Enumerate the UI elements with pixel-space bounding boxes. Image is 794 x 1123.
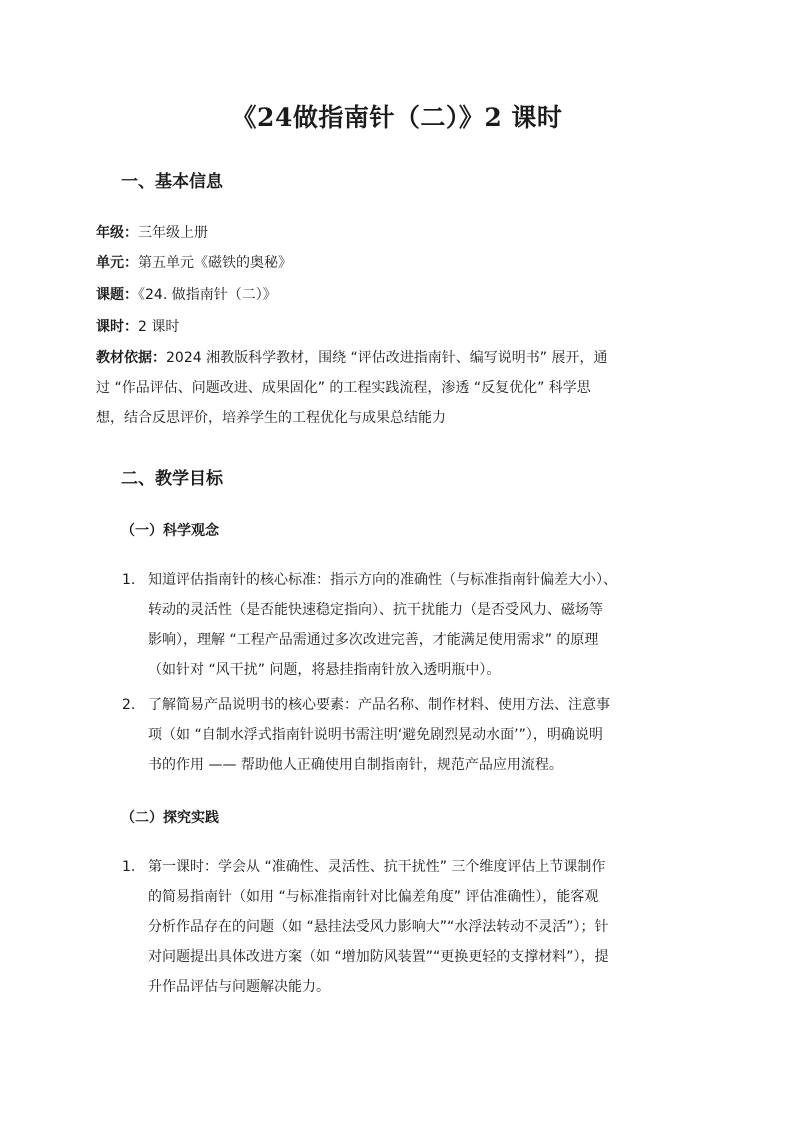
list-item-line: 转动的灵活性（是否能快速稳定指向）、抗干扰能力（是否受风力、磁场等: [148, 602, 603, 618]
hours-label: 课时：: [96, 319, 138, 335]
list-item-number: 2.: [122, 697, 136, 713]
list-item-line: 项（如 “自制水浮式指南针说明书需注明‘避免剧烈晃动水面’”），明确说明: [148, 727, 603, 743]
basis-line: 想，结合反思评价，培养学生的工程优化与成果总结能力: [96, 410, 446, 426]
unit-value: 第五单元《磁铁的奥秘》: [138, 255, 292, 271]
list-item-line: 的简易指南针（如用 “与标准指南针对比偏差角度” 评估准确性），能客观: [148, 889, 599, 905]
section-heading-basic-info: 一、基本信息: [121, 172, 223, 192]
list-item-text: [148, 852, 688, 1002]
basis-line: [96, 343, 686, 373]
textbook-basis-paragraph: [96, 343, 686, 433]
unit-line: [96, 253, 292, 273]
basis-label: 教材依据：: [96, 350, 166, 366]
document-title: 《24做指南针（二）》2 课时: [231, 103, 563, 132]
list-item-text: [148, 690, 688, 780]
topic-line: [96, 285, 277, 305]
hours-line: [96, 317, 179, 337]
list-item-line: 影响），理解 “工程产品需通过多次改进完善，才能满足使用需求” 的原理: [148, 632, 599, 648]
hours-value: 2 课时: [138, 319, 180, 335]
grade-line: [96, 223, 208, 243]
list-item-line: 升作品评估与问题解决能力。: [148, 979, 330, 995]
list-item-number: 1.: [122, 859, 136, 875]
topic-value: 《24. 做指南针（二）》: [138, 287, 277, 303]
basis-line: 过 “作品评估、问题改进、成果固化” 的工程实践流程，渗透 “反复优化” 科学思: [96, 380, 591, 396]
subsection-heading-inquiry-practice: （二）探究实践: [121, 810, 219, 826]
list-item-line: 对问题提出具体改进方案（如 “增加防风装置”“更换更轻的支撑材料”），提: [148, 949, 609, 965]
list-item-line: （如针对 “风干扰” 问题，将悬挂指南针放入透明瓶中）。: [148, 662, 501, 678]
list-item-number: 1.: [122, 572, 136, 588]
list-item-line: 书的作用 —— 帮助他人正确使用自制指南针，规范产品应用流程。: [148, 757, 563, 773]
basis-text: 2024 湘教版科学教材，围绕 “评估改进指南针、编写说明书” 展开，通: [166, 350, 608, 366]
unit-label: 单元：: [96, 255, 138, 271]
grade-label: 年级：: [96, 225, 138, 241]
grade-value: 三年级上册: [138, 225, 208, 241]
list-item-line: 了解简易产品说明书的核心要素：产品名称、制作材料、使用方法、注意事: [148, 697, 610, 713]
list-item-line: 知道评估指南针的核心标准：指示方向的准确性（与标准指南针偏差大小）、: [148, 572, 617, 588]
list-item-text: [148, 565, 688, 685]
list-item: [122, 852, 682, 1008]
list-item: [122, 690, 682, 784]
list-item-line: 分析作品存在的问题（如 “悬挂法受风力影响大”“水浮法转动不灵活”）；针: [148, 919, 609, 935]
topic-label: 课题：: [96, 287, 138, 303]
subsection-heading-scientific-concepts: （一）科学观念: [121, 523, 219, 539]
list-item: [122, 565, 682, 689]
list-item-line: 第一课时：学会从 “准确性、灵活性、抗干扰性” 三个维度评估上节课制作: [148, 859, 606, 875]
section-heading-teaching-goals: 二、教学目标: [121, 469, 223, 489]
